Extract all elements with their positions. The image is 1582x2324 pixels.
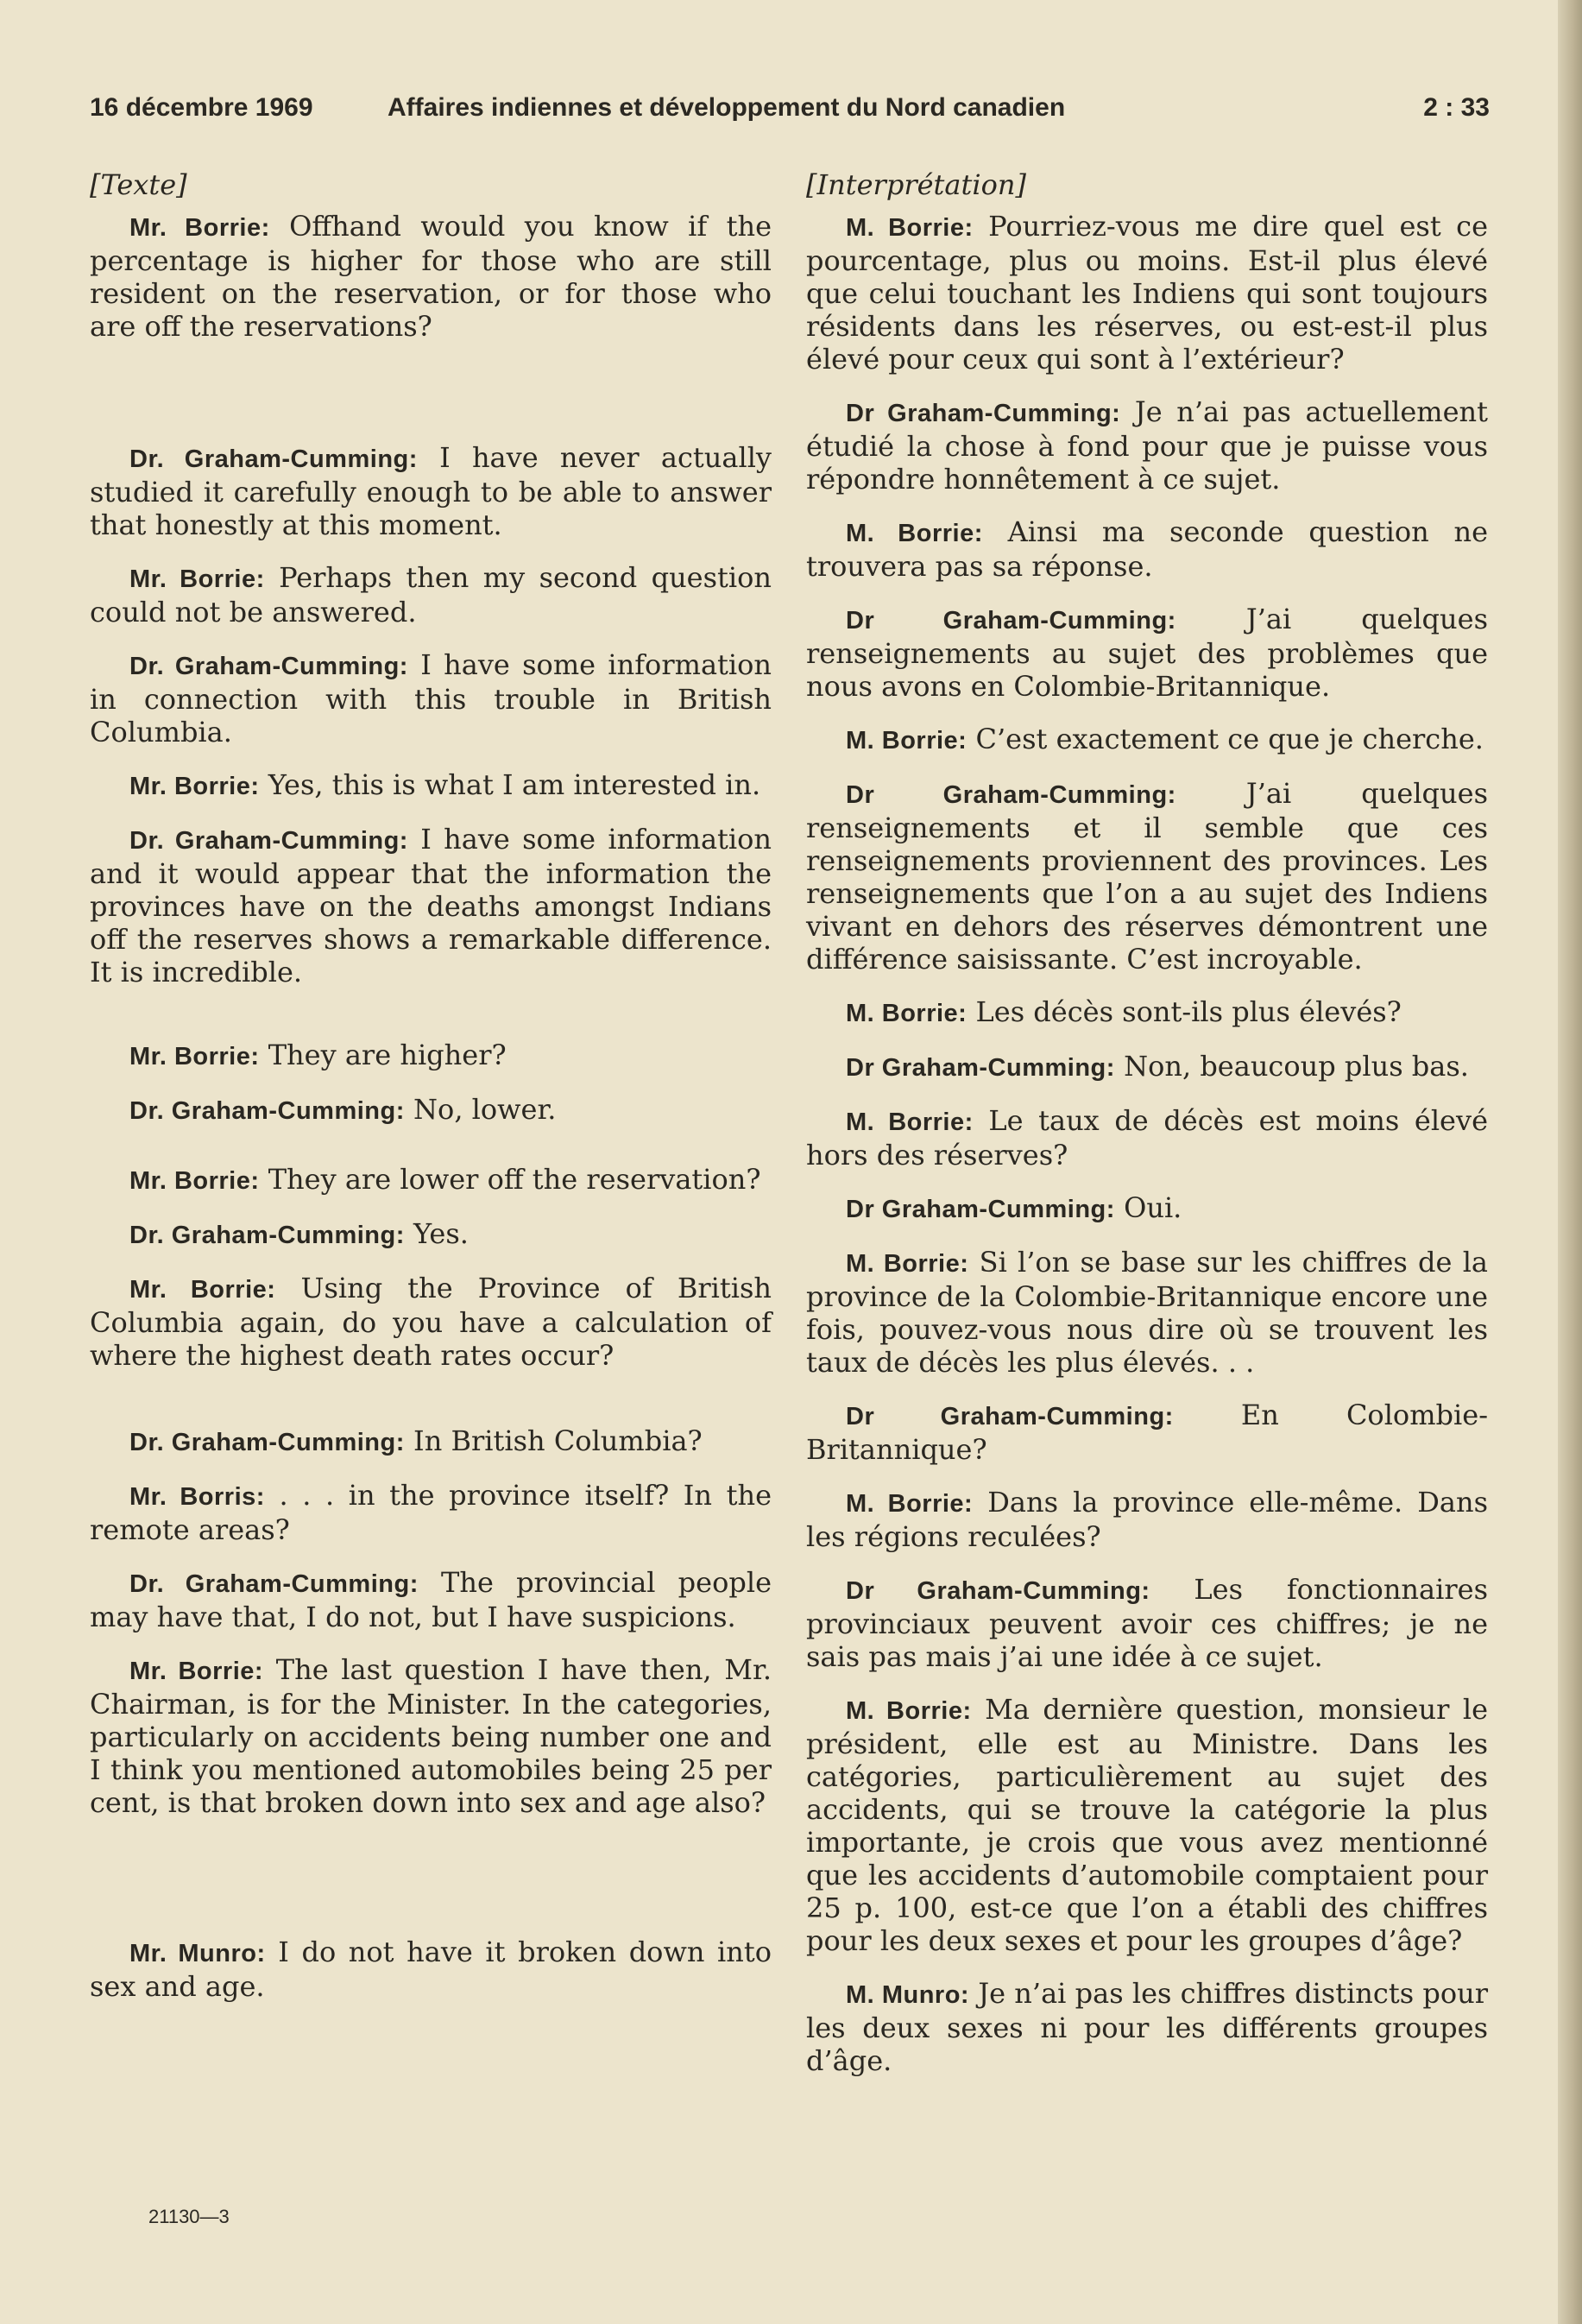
speaker-name: Mr. Borrie:	[129, 565, 265, 593]
transcript-entry	[806, 603, 1488, 703]
speaker-name: M. Borrie:	[846, 520, 983, 547]
speaker-name: M. Borrie:	[846, 1490, 974, 1518]
speaker-name: M. Borrie:	[846, 727, 967, 755]
speaker-name: Mr. Borrie:	[129, 1043, 260, 1070]
transcript-entry	[90, 1424, 772, 1459]
speaker-name: Dr. Graham-Cumming:	[129, 445, 418, 473]
speaker-name: Dr. Graham-Cumming:	[129, 1570, 419, 1598]
transcript-entry	[90, 210, 772, 343]
transcript-entry	[806, 1573, 1488, 1673]
transcript-entry	[90, 1936, 772, 2003]
speaker-name: Dr. Graham-Cumming:	[129, 827, 408, 855]
entry-text: Yes.	[413, 1217, 469, 1250]
entry-text: They are lower off the reservation?	[268, 1163, 761, 1196]
transcript-entry	[90, 1093, 772, 1127]
speaker-name: M. Borrie:	[846, 1108, 974, 1136]
speaker-name: Mr. Borris:	[129, 1483, 265, 1511]
entry-text: I have some information and it would appear that the information the provinces have on the deaths amongst Indians off the reserves shows a remarkable difference. It is incredible.	[90, 823, 772, 988]
page-header	[90, 93, 1490, 136]
speaker-name: Dr Graham-Cumming:	[846, 400, 1121, 427]
entry-text: I do not have it broken down into sex and age.	[90, 1936, 772, 2003]
speaker-name: Dr Graham-Cumming:	[846, 781, 1176, 809]
entry-text: Ainsi ma seconde question ne trouvera pas sa réponse.	[806, 515, 1489, 583]
speaker-name: Mr. Borrie:	[129, 1276, 276, 1304]
transcript-entry	[806, 1693, 1488, 1957]
speaker-name: Dr Graham-Cumming:	[846, 1577, 1150, 1605]
speaker-name: M. Borrie:	[846, 214, 974, 242]
speaker-name: M. Borrie:	[846, 1697, 972, 1725]
transcript-entry	[90, 823, 772, 988]
transcript-entry	[90, 1653, 772, 1819]
transcript-entry	[806, 1486, 1488, 1553]
entry-text: Les fonctionnaires provinciaux peuvent avoir ces chiffres; je ne sais pas mais j’ai une idée à ce sujet.	[806, 1573, 1489, 1673]
header-title: Affaires indiennes et développement du Nord canadien	[388, 93, 1066, 122]
entry-text: Ma dernière question, monsieur le président, elle est au Ministre. Dans les catégories, particulièrement au sujet des accidents, qui se trouve la catégorie la plus importante, je crois que vous avez mentionné que les accidents d’automobile comptaient pour 25 p. 100, est-ce que l’on a établi des chiffres pour les deux sexes et pour les groupes d’âge?	[806, 1693, 1489, 1957]
speaker-name: Mr. Borrie:	[129, 214, 270, 242]
speaker-name: Dr Graham-Cumming:	[846, 1403, 1174, 1430]
speaker-name: Dr. Graham-Cumming:	[129, 653, 408, 680]
transcript-entry	[90, 1272, 772, 1372]
speaker-name: Dr Graham-Cumming:	[846, 607, 1176, 635]
entry-text: Les décès sont-ils plus élevés?	[975, 995, 1402, 1028]
speaker-name: Mr. Borrie:	[129, 1167, 260, 1195]
transcript-entry	[806, 515, 1488, 583]
speaker-name: Dr. Graham-Cumming:	[129, 1429, 405, 1456]
right-column-french	[806, 168, 1488, 2077]
transcript-entry	[806, 1977, 1488, 2077]
transcript-entry	[806, 777, 1488, 976]
transcript-entry	[90, 1163, 772, 1197]
speaker-name: Mr. Borrie:	[129, 773, 260, 800]
transcript-entry	[90, 561, 772, 628]
entry-text: C’est exactement ce que je cherche.	[975, 723, 1484, 755]
transcript-entry	[90, 1217, 772, 1252]
entry-text: They are higher?	[268, 1039, 507, 1071]
header-page-number: 2 : 33	[1423, 93, 1490, 122]
speaker-name: M. Borrie:	[846, 1250, 969, 1278]
entry-text: Pourriez-vous me dire quel est ce pourcentage, plus ou moins. Est-il plus élevé que celui touchant les Indiens qui sont toujours résidents dans les réserves, ou est-est-il plus élevé pour ceux qui sont à l’extérieur?	[806, 210, 1489, 376]
entry-text: Perhaps then my second question could not be answered.	[90, 561, 772, 628]
page-edge-shadow	[1558, 0, 1582, 2324]
transcript-entry	[806, 210, 1488, 376]
entry-text: Je n’ai pas actuellement étudié la chose à fond pour que je puisse vous répondre honnêtement à ce sujet.	[806, 395, 1489, 496]
transcript-entry	[806, 723, 1488, 757]
entry-text: J’ai quelques renseignements et il semble que ces renseignements proviennent des provinces. Les renseignements que l’on a au sujet des Indiens vivant en dehors des réserves démontrent une différence saisissante. C’est incroyable.	[806, 777, 1489, 976]
entry-text: En Colombie-Britannique?	[806, 1399, 1489, 1466]
entry-text: The provincial people may have that, I do not, but I have suspicions.	[90, 1566, 772, 1633]
transcript-entry	[90, 1039, 772, 1073]
speaker-name: M. Munro:	[846, 1981, 970, 2009]
entry-text: Dans la province elle-même. Dans les régions reculées?	[806, 1486, 1489, 1553]
section-label-texte: [Texte]	[90, 168, 187, 201]
transcript-entry	[806, 1399, 1488, 1466]
transcript-entry	[90, 1479, 772, 1546]
section-label-interpretation: [Interprétation]	[806, 168, 1026, 201]
transcript-entry	[90, 441, 772, 541]
entry-text: The last question I have then, Mr. Chairman, is for the Minister. In the categories, particularly on accidents being number one and I think you mentioned automobiles being 25 per cent, is that broken down into sex and age also?	[90, 1653, 772, 1819]
entry-text: Offhand would you know if the percentage is higher for those who are still resident on the reservation, or for those who are off the reservations?	[90, 210, 772, 343]
speaker-name: Dr Graham-Cumming:	[846, 1054, 1115, 1082]
entry-text: No, lower.	[413, 1093, 557, 1126]
transcript-entry	[806, 395, 1488, 496]
transcript-entry	[90, 648, 772, 748]
footer-print-code: 21130—3	[148, 2206, 230, 2227]
entry-text: Si l’on se base sur les chiffres de la province de la Colombie-Britannique encore une fois, pouvez-vous nous dire où se trouvent les taux de décès les plus élevés. . .	[806, 1246, 1489, 1379]
speaker-name: Mr. Borrie:	[129, 1658, 264, 1685]
entry-text: Je n’ai pas les chiffres distincts pour les deux sexes ni pour les différents groupes d’âge.	[806, 1977, 1489, 2077]
header-date: 16 décembre 1969	[90, 93, 313, 122]
speaker-name: M. Borrie:	[846, 1000, 967, 1027]
entry-text: I have never actually studied it carefully enough to be able to answer that honestly at this moment.	[90, 441, 772, 541]
speaker-name: Mr. Munro:	[129, 1940, 266, 1967]
entry-text: . . . in the province itself? In the remote areas?	[90, 1479, 772, 1546]
transcript-entry	[806, 995, 1488, 1030]
speaker-name: Dr. Graham-Cumming:	[129, 1097, 405, 1125]
left-column-english	[90, 168, 772, 2003]
entry-text: In British Columbia?	[413, 1424, 703, 1457]
entry-text: Using the Province of British Columbia again, do you have a calculation of where the highest death rates occur?	[90, 1272, 772, 1372]
transcript-entry	[806, 1246, 1488, 1379]
transcript-entry	[806, 1104, 1488, 1171]
transcript-entry	[806, 1191, 1488, 1226]
entry-text: Oui.	[1124, 1191, 1182, 1224]
transcript-entry	[806, 1050, 1488, 1084]
transcript-entry	[90, 768, 772, 803]
speaker-name: Dr Graham-Cumming:	[846, 1196, 1115, 1223]
entry-text: I have some information in connection with this trouble in British Columbia.	[90, 648, 772, 748]
speaker-name: Dr. Graham-Cumming:	[129, 1222, 405, 1249]
entry-text: Le taux de décès est moins élevé hors des réserves?	[806, 1104, 1489, 1171]
transcript-entry	[90, 1566, 772, 1633]
entry-text: Non, beaucoup plus bas.	[1124, 1050, 1469, 1083]
entry-text: J’ai quelques renseignements au sujet des problèmes que nous avons en Colombie-Britannique.	[806, 603, 1489, 703]
entry-text: Yes, this is what I am interested in.	[268, 768, 761, 801]
